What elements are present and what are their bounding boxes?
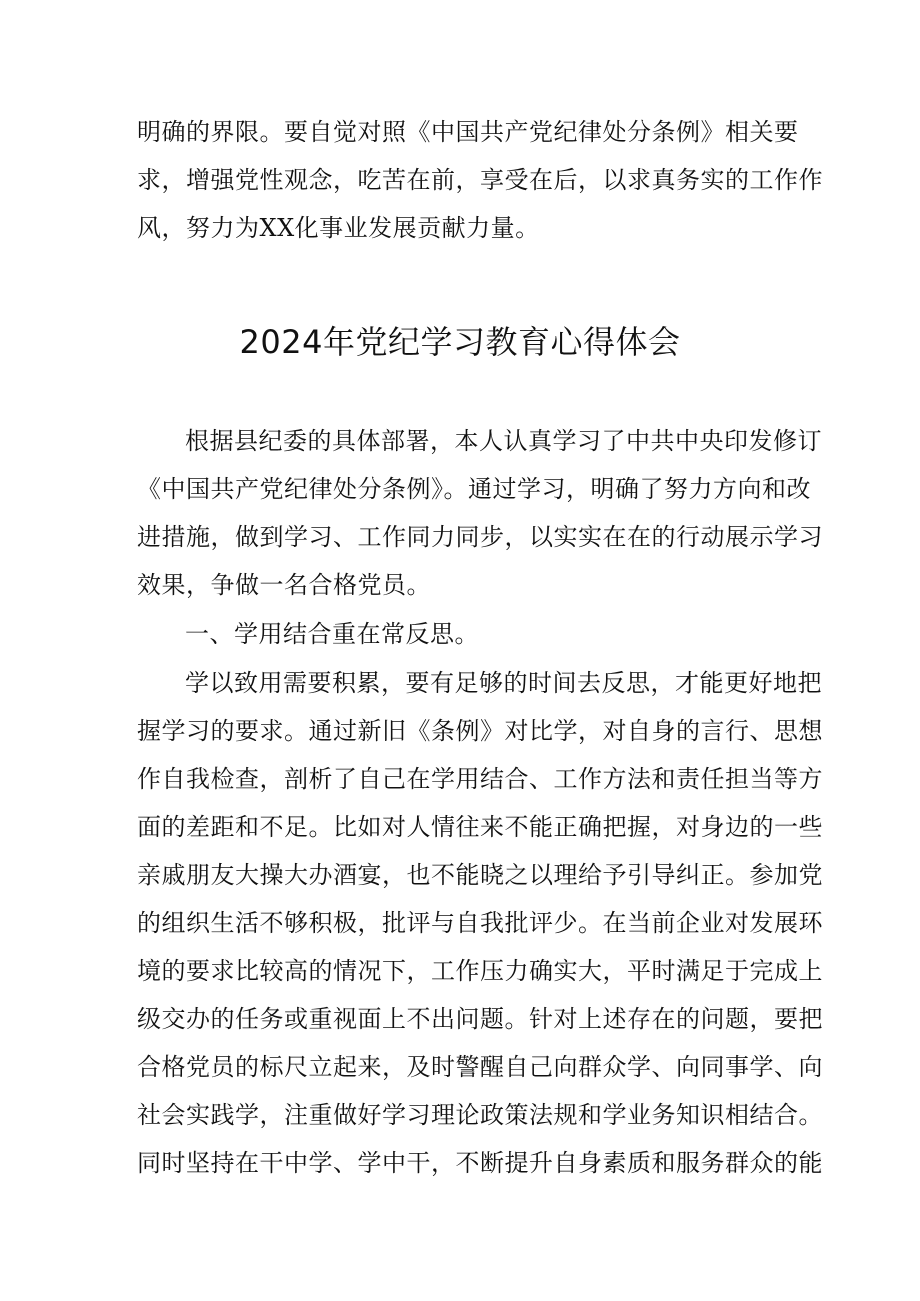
continuation-line-3: 风，努力为XX化事业发展贡献力量。: [137, 214, 540, 242]
body-line-9: 合格党员的标尺立起来，及时警醒自己向群众学、向同事学、向: [137, 1053, 823, 1081]
body-line-4: 面的差距和不足。比如对人情往来不能正确把握，对身边的一些: [137, 813, 823, 841]
intro-line-1: 根据县纪委的具体部署，本人认真学习了中共中央印发修订: [185, 427, 822, 455]
body-line-11: 同时坚持在干中学、学中干，不断提升自身素质和服务群众的能: [137, 1149, 823, 1177]
intro-line-4: 效果，争做一名合格党员。: [137, 571, 431, 599]
body-line-10: 社会实践学，注重做好学习理论政策法规和学业务知识相结合。: [137, 1101, 823, 1129]
body-line-1: 学以致用需要积累，要有足够的时间去反思，才能更好地把: [185, 669, 822, 697]
continuation-line-1: 明确的界限。要自觉对照《中国共产党纪律处分条例》相关要: [137, 118, 799, 146]
continuation-line-2: 求，增强党性观念，吃苦在前，享受在后，以求真务实的工作作: [137, 166, 823, 194]
body-line-7: 境的要求比较高的情况下，工作压力确实大，平时满足于完成上: [137, 957, 823, 985]
section-heading: 一、学用结合重在常反思。: [185, 620, 479, 648]
body-line-2: 握学习的要求。通过新旧《条例》对比学，对自身的言行、思想: [137, 717, 823, 745]
body-line-6: 的组织生活不够积极，批评与自我批评少。在当前企业对发展环: [137, 909, 823, 937]
document-title: 2024年党纪学习教育心得体会: [239, 323, 681, 361]
body-line-8: 级交办的任务或重视面上不出问题。针对上述存在的问题，要把: [137, 1005, 823, 1033]
body-line-5: 亲戚朋友大操大办酒宴，也不能晓之以理给予引导纠正。参加党: [137, 861, 823, 889]
intro-line-2: 《中国共产党纪律处分条例》。通过学习，明确了努力方向和改: [137, 475, 811, 503]
body-line-3: 作自我检查，剖析了自己在学用结合、工作方法和责任担当等方: [137, 765, 823, 793]
intro-line-3: 进措施，做到学习、工作同力同步，以实实在在的行动展示学习: [137, 523, 823, 551]
